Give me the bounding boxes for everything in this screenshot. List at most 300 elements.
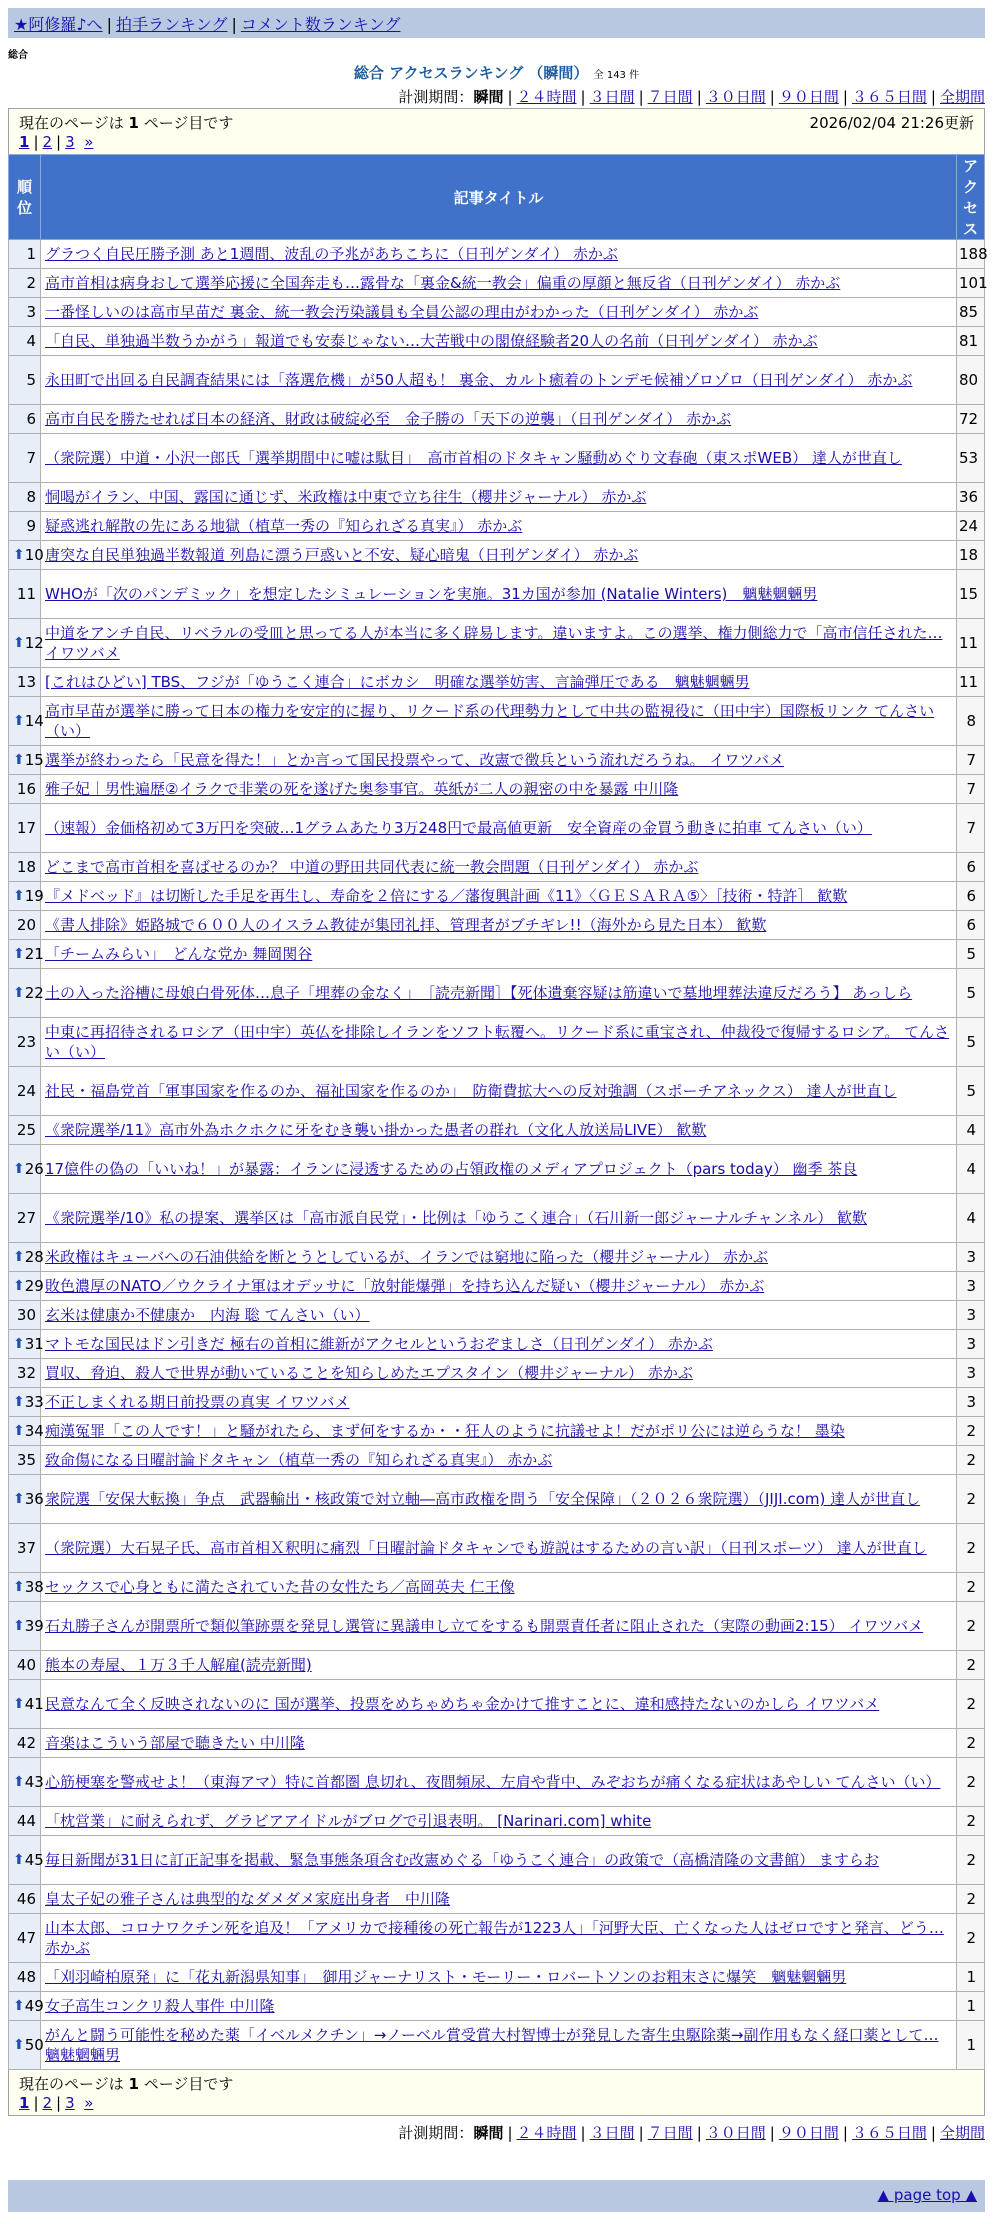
rank-number: 27 <box>16 1209 36 1227</box>
rank-number: 11 <box>16 585 36 603</box>
title-cell <box>41 1301 957 1330</box>
rank-number: 35 <box>16 1451 36 1469</box>
rank-cell <box>9 2021 44 2070</box>
article-link[interactable]: 「枕営業」に耐えられず、グラビアアイドルがブログで引退表明。 [Narinari.com] white <box>45 1812 652 1830</box>
period-link[interactable]: ７日間 <box>647 2124 693 2142</box>
title-cell <box>41 1524 957 1573</box>
access-count: 2 <box>957 1729 985 1758</box>
title-cell <box>41 619 957 668</box>
table-row <box>9 1417 985 1446</box>
access-count: 6 <box>957 853 985 882</box>
rank-number: 49 <box>24 1997 44 2015</box>
rank-cell <box>9 1388 44 1417</box>
period-selector-bottom <box>398 2122 985 2143</box>
access-count: 11 <box>957 668 985 697</box>
table-row <box>9 697 985 746</box>
title-cell <box>41 2021 957 2070</box>
table-row <box>9 882 985 911</box>
table-row <box>9 1573 985 1602</box>
table-row <box>9 269 985 298</box>
article-link[interactable]: マトモな国民はドン引きだ 極右の首相に維新がアクセルというおぞましさ（日刊ゲンダイ） 赤かぶ <box>45 1335 713 1353</box>
period-separator: | <box>638 88 644 106</box>
rank-cell <box>9 697 44 746</box>
ranking-title: 総合 アクセスランキング （瞬間） <box>353 64 589 82</box>
period-link[interactable]: ２４時間 <box>516 88 577 106</box>
rank-number: 39 <box>24 1617 44 1635</box>
top-nav-bar <box>8 8 985 38</box>
article-link[interactable]: どこまで高市首相を喜ばせるのか？ 中道の野田共同代表に統一教会問題（日刊ゲンダイ） 赤かぶ <box>45 858 699 876</box>
rank-up-arrow-icon: ⬆ <box>13 1161 25 1177</box>
rank-up-arrow-icon: ⬆ <box>13 547 25 563</box>
rank-number: 50 <box>24 2036 44 2054</box>
article-link[interactable]: 17億件の偽の「いいね！」が暴露：イランに浸透するための占領政権のメディアプロジェクト（pars today） 幽季 茶良 <box>45 1160 858 1178</box>
rank-cell <box>9 483 41 512</box>
access-count: 2 <box>957 1475 985 1524</box>
rank-cell <box>9 1573 44 1602</box>
article-link[interactable]: 中東に再招待されるロシア（田中宇）英仏を排除しイランをソフト転覆へ。リクード系に重宝され、仲裁役で復帰するロシア。 てんさい（い） <box>45 1023 950 1061</box>
table-row <box>9 804 985 853</box>
article-link[interactable]: 土の入った浴槽に母娘白骨死体…息子「埋葬の金なく」 ［読売新聞］【死体遺棄容疑は筋違いで墓地埋葬法違反だろう】 あっしら <box>45 984 913 1002</box>
title-cell <box>41 1067 957 1116</box>
table-row <box>9 2021 985 2070</box>
period-link[interactable]: ３６５日間 <box>851 2124 927 2142</box>
article-link[interactable]: 皇太子妃の雅子さんは典型的なダメダメ家庭出身者 中川隆 <box>45 1890 451 1908</box>
table-row <box>9 512 985 541</box>
title-cell <box>41 969 957 1018</box>
rank-cell <box>9 1272 44 1301</box>
rank-cell <box>9 969 44 1018</box>
table-row <box>9 298 985 327</box>
title-cell <box>41 1194 957 1243</box>
table-row <box>9 240 985 269</box>
article-link[interactable]: 痴漢冤罪「この人です！」と騒がれたら、まず何をするか・・狂人のように抗議せよ！だがポリ公には逆らうな！ 墨染 <box>45 1422 845 1440</box>
table-row <box>9 1914 985 1963</box>
article-link[interactable]: 恫喝がイラン、中国、露国に通じず、米政権は中東で立ち往生（櫻井ジャーナル） 赤かぶ <box>45 488 647 506</box>
period-separator: | <box>507 88 513 106</box>
rank-cell <box>9 1145 44 1194</box>
rank-up-arrow-icon: ⬆ <box>13 713 25 729</box>
title-cell <box>41 1602 957 1651</box>
article-link[interactable]: 不正しまくれる期日前投票の真実 イワツバメ <box>45 1393 350 1411</box>
table-row <box>9 405 985 434</box>
rank-number: 24 <box>16 1082 36 1100</box>
period-separator: | <box>769 2124 775 2142</box>
period-current: 瞬間 <box>473 88 504 106</box>
access-count: 36 <box>957 483 985 512</box>
article-link[interactable]: 社民・福島党首「軍事国家を作るのか、福祉国家を作るのか」 防衛費拡大への反対強調（スポーチアネックス） 達人が世直し <box>45 1082 897 1100</box>
table-row <box>9 1067 985 1116</box>
page-info-row <box>9 109 985 155</box>
rank-up-arrow-icon: ⬆ <box>13 1336 25 1352</box>
title-cell <box>41 1758 957 1807</box>
title-cell <box>41 1963 957 1992</box>
title-cell <box>41 1836 957 1885</box>
rank-cell <box>9 298 41 327</box>
access-count: 4 <box>957 1116 985 1145</box>
access-count: 6 <box>957 911 985 940</box>
title-cell <box>41 1145 957 1194</box>
rank-number: 44 <box>16 1812 36 1830</box>
table-row <box>9 619 985 668</box>
period-link[interactable]: ９０日間 <box>778 88 839 106</box>
rank-cell <box>9 1417 44 1446</box>
title-cell <box>41 1018 957 1067</box>
rank-number: 22 <box>24 984 44 1002</box>
access-count: 5 <box>957 1018 985 1067</box>
period-link[interactable]: ３６５日間 <box>851 88 927 106</box>
rank-number: 46 <box>16 1890 36 1908</box>
article-link[interactable]: 高市自民を勝たせれば日本の経済、財政は破綻必至 金子勝の「天下の逆襲」（日刊ゲンダイ） 赤かぶ <box>45 410 732 428</box>
access-count: 2 <box>957 1602 985 1651</box>
title-cell <box>41 1680 957 1729</box>
access-count: 7 <box>957 804 985 853</box>
rank-cell <box>9 1330 44 1359</box>
period-link[interactable]: ３０日間 <box>705 88 766 106</box>
header-access: アクセス <box>957 155 985 240</box>
article-link[interactable]: WHOが「次のパンデミック」を想定したシミュレーションを実施。31カ国が参加 (Natalie Winters) 魑魅魍魎男 <box>45 585 818 603</box>
period-link[interactable]: 全期間 <box>939 2124 985 2142</box>
table-row <box>9 1524 985 1573</box>
rank-cell <box>9 269 41 298</box>
period-link[interactable]: ３０日間 <box>705 2124 766 2142</box>
next-page-link[interactable]: » <box>84 2094 94 2112</box>
rank-up-arrow-icon: ⬆ <box>13 1774 25 1790</box>
access-count: 2 <box>957 1836 985 1885</box>
page-link-3[interactable]: 3 <box>65 133 75 151</box>
rank-cell <box>9 240 41 269</box>
rank-cell <box>9 1651 41 1680</box>
article-link[interactable]: 米政権はキューバへの石油供給を断とうとしているが、イランでは窮地に陥った（櫻井ジャーナル） 赤かぶ <box>45 1248 768 1266</box>
article-link[interactable]: 高市首相は病身おして選挙応援に全国奔走も…露骨な「裏金&統一教会」偏重の厚顔と無反省（日刊ゲンダイ） 赤かぶ <box>45 274 841 292</box>
table-row <box>9 1885 985 1914</box>
article-link[interactable]: 《衆院選挙/10》私の提案、選挙区は「高市派自民党」・比例は「ゆうこく連合」（石川新一郎ジャーナルチャンネル） 歓歎 <box>45 1209 867 1227</box>
period-separator: | <box>507 2124 513 2142</box>
table-row <box>9 1992 985 2021</box>
rank-number: 36 <box>24 1490 44 1508</box>
rank-number: 10 <box>24 546 44 564</box>
page-info <box>19 112 974 133</box>
nav-link-comment-ranking[interactable]: コメント数ランキング <box>240 15 401 34</box>
period-link[interactable]: ３日間 <box>589 2124 635 2142</box>
access-count: 1 <box>957 1963 985 1992</box>
rank-up-arrow-icon: ⬆ <box>13 1394 25 1410</box>
nav-separator: | <box>231 15 237 34</box>
title-cell <box>41 405 957 434</box>
rank-up-arrow-icon: ⬆ <box>13 946 25 962</box>
rank-cell <box>9 1524 41 1573</box>
title-cell <box>41 853 957 882</box>
period-separator: | <box>580 2124 586 2142</box>
title-cell <box>41 1417 957 1446</box>
rank-number: 19 <box>24 887 44 905</box>
access-count: 2 <box>957 1807 985 1836</box>
rank-cell <box>9 1914 41 1963</box>
article-link[interactable]: 一番怪しいのは高市早苗だ 裏金、統一教会汚染議員も全員公認の理由がわかった（日刊ゲンダイ） 赤かぶ <box>45 303 759 321</box>
table-row <box>9 1651 985 1680</box>
access-count: 3 <box>957 1301 985 1330</box>
period-link[interactable]: ９０日間 <box>778 2124 839 2142</box>
rank-up-arrow-icon: ⬆ <box>13 1278 25 1294</box>
title-cell <box>41 483 957 512</box>
nav-link-asyura[interactable]: ★阿修羅♪へ <box>14 15 103 34</box>
table-row <box>9 1145 985 1194</box>
rank-number: 42 <box>16 1734 36 1752</box>
period-link[interactable]: ３日間 <box>589 88 635 106</box>
article-link[interactable]: 「刈羽崎柏原発」に「花丸新潟県知事」 御用ジャーナリスト・モーリー・ロバートソンのお粗末さに爆笑 魑魅魍魎男 <box>45 1968 847 1986</box>
rank-cell <box>9 434 41 483</box>
rank-cell <box>9 327 41 356</box>
rank-cell <box>9 1475 44 1524</box>
article-link[interactable]: 心筋梗塞を警戒せよ！（東海アマ）特に首都圏 息切れ、夜間頻尿、左肩や背中、みぞおちが痛くなる症状はあやしい てんさい（い） <box>45 1773 941 1791</box>
period-separator: | <box>930 2124 936 2142</box>
rank-up-arrow-icon: ⬆ <box>13 985 25 1001</box>
table-row <box>9 356 985 405</box>
access-count: 15 <box>957 570 985 619</box>
article-link[interactable]: 「チームみらい」 どんな党か 舞岡関谷 <box>45 945 313 963</box>
rank-number: 29 <box>24 1277 44 1295</box>
rank-number: 32 <box>16 1364 36 1382</box>
title-cell <box>41 882 957 911</box>
article-link[interactable]: 選挙が終わったら「民意を得た！」とか言って国民投票やって、改憲で徴兵という流れだろうね。 イワツバメ <box>45 751 785 769</box>
current-page-text: 現在のページは 1 ページ目です <box>19 114 234 132</box>
period-link[interactable]: ２４時間 <box>516 2124 577 2142</box>
page-link-1[interactable]: 1 <box>19 133 30 151</box>
article-link[interactable]: （衆院選）中道・小沢一郎氏「選挙期間中に嘘は駄目」 高市首相のドタキャン騒動めぐり文春砲（東スポWEB） 達人が世直し <box>45 449 902 467</box>
rank-number: 38 <box>24 1578 44 1596</box>
access-count: 85 <box>957 298 985 327</box>
rank-cell <box>9 1836 44 1885</box>
access-count: 2 <box>957 1914 985 1963</box>
rank-cell <box>9 1963 41 1992</box>
article-link[interactable]: 致命傷になる日曜討論ドタキャン（植草一秀の『知られざる真実』） 赤かぶ <box>45 1451 553 1469</box>
rank-number: 30 <box>16 1306 36 1324</box>
page-top-link[interactable]: ▲ page top ▲ <box>877 2186 977 2204</box>
period-current: 瞬間 <box>473 2124 504 2142</box>
page-link-2[interactable]: 2 <box>42 2094 53 2112</box>
article-link[interactable]: 疑惑逃れ解散の先にある地獄（植草一秀の『知られざる真実』） 赤かぶ <box>45 517 523 535</box>
rank-number: 8 <box>26 488 36 506</box>
rank-cell <box>9 1018 41 1067</box>
title-cell <box>41 298 957 327</box>
rank-cell <box>9 804 41 853</box>
title-cell <box>41 1359 957 1388</box>
table-row <box>9 1243 985 1272</box>
article-link[interactable]: 中道をアンチ自民、リベラルの受皿と思ってる人が本当に多く辟易します。違いますよ。この選挙、権力側総力で「高市信任された… イワツバメ <box>45 624 943 662</box>
nav-link-clap-ranking[interactable]: 拍手ランキング <box>115 15 228 34</box>
access-count: 81 <box>957 327 985 356</box>
article-link[interactable]: 女子高生コンクリ殺人事件 中川隆 <box>45 1997 275 2015</box>
rank-number: 48 <box>16 1968 36 1986</box>
rank-cell <box>9 1680 44 1729</box>
article-link[interactable]: 「自民、単独過半数うかがう」報道でも安泰じゃない…大苦戦中の閣僚経験者20人の名前（日刊ゲンダイ） 赤かぶ <box>45 332 818 350</box>
article-link[interactable]: 民意なんて全く反映されないのに 国が選挙、投票をめちゃめちゃ金かけて推すことに、違和感持たないのかしら イワツバメ <box>45 1695 880 1713</box>
rank-cell <box>9 405 41 434</box>
rank-up-arrow-icon: ⬆ <box>13 1249 25 1265</box>
rank-up-arrow-icon: ⬆ <box>13 1423 25 1439</box>
article-link[interactable]: 山本太郎、コロナワクチン死を追及！「アメリカで接種後の死亡報告が1223人」「河野大臣、亡くなった人はゼロですと発言、どう… 赤かぶ <box>45 1919 944 1957</box>
table-row <box>9 1359 985 1388</box>
access-count: 188 <box>957 240 985 269</box>
current-page-text: 現在のページは 1 ページ目です <box>19 2075 234 2093</box>
pager-bottom: 1 | 2 | 3 » <box>19 2094 94 2112</box>
rank-number: 14 <box>24 712 44 730</box>
table-header-row <box>9 155 985 240</box>
rank-number: 40 <box>16 1656 36 1674</box>
table-row <box>9 434 985 483</box>
access-count: 53 <box>957 434 985 483</box>
rank-cell <box>9 619 44 668</box>
title-cell <box>41 746 957 775</box>
title-cell <box>41 804 957 853</box>
rank-number: 5 <box>26 371 36 389</box>
rank-up-arrow-icon: ⬆ <box>13 888 25 904</box>
rank-up-arrow-icon: ⬆ <box>13 1998 25 2014</box>
title-cell <box>41 668 957 697</box>
title-cell <box>41 512 957 541</box>
rank-number: 15 <box>24 751 44 769</box>
rank-cell <box>9 1194 41 1243</box>
title-cell <box>41 697 957 746</box>
table-row <box>9 1963 985 1992</box>
article-link[interactable]: （速報）金価格初めて3万円を突破…1グラムあたり3万248円で最高値更新 安全資産の金買う動きに拍車 てんさい（い） <box>45 819 872 837</box>
period-separator: | <box>842 2124 848 2142</box>
rank-number: 45 <box>24 1851 44 1869</box>
rank-number: 47 <box>16 1929 36 1947</box>
article-link[interactable]: 熊本の寿屋、１万３千人解雇(読売新聞) <box>45 1656 312 1674</box>
title-cell <box>41 570 957 619</box>
next-page-link[interactable]: » <box>84 133 94 151</box>
title-cell <box>41 1272 957 1301</box>
table-row <box>9 1194 985 1243</box>
article-link[interactable]: グラつく自民圧勝予測 あと1週間、波乱の予兆があちこちに（日刊ゲンダイ） 赤かぶ <box>45 245 618 263</box>
access-count: 5 <box>957 969 985 1018</box>
article-link[interactable]: がんと闘う可能性を秘めた薬「イベルメクチン」→ノーベル賞受賞大村智博士が発見した寄生虫駆除薬→副作用もなく経口薬として… 魑魅魍魎男 <box>45 2026 939 2064</box>
title-cell <box>41 775 957 804</box>
access-count: 2 <box>957 1680 985 1729</box>
rank-number: 21 <box>24 945 44 963</box>
rank-cell <box>9 1729 41 1758</box>
pager-top: 1 | 2 | 3 » <box>19 133 94 151</box>
period-separator: | <box>580 88 586 106</box>
rank-cell <box>9 911 41 940</box>
article-link[interactable]: 毎日新聞が31日に訂正記事を掲載、緊急事態条項含む改憲めぐる「ゆうこく連合」の政策で（高橋清隆の文書館） ますらお <box>45 1851 879 1869</box>
rank-number: 7 <box>26 449 36 467</box>
access-count: 72 <box>957 405 985 434</box>
rank-number: 9 <box>26 517 36 535</box>
table-row <box>9 1807 985 1836</box>
rank-number: 31 <box>24 1335 44 1353</box>
access-count: 2 <box>957 1573 985 1602</box>
title-cell <box>41 1243 957 1272</box>
rank-cell <box>9 1301 41 1330</box>
rank-cell <box>9 1067 41 1116</box>
article-link[interactable]: 雅子妃｜男性遍歴②イラクで非業の死を遂げた奥参事官。英紙が二人の親密の中を暴露 中川隆 <box>45 780 679 798</box>
table-row <box>9 483 985 512</box>
access-count: 6 <box>957 882 985 911</box>
title-cell <box>41 356 957 405</box>
table-row <box>9 1388 985 1417</box>
article-link[interactable]: 石丸勝子さんが開票所で類似筆跡票を発見し選管に異議申し立てをするも開票責任者に阻止された（実際の動画2:15） イワツバメ <box>45 1617 924 1635</box>
period-link[interactable]: 全期間 <box>939 88 985 106</box>
access-count: 7 <box>957 746 985 775</box>
rank-up-arrow-icon: ⬆ <box>13 2037 25 2053</box>
rank-cell <box>9 512 41 541</box>
article-link[interactable]: （衆院選）大石晃子氏、高市首相Ｘ釈明に痛烈「日曜討論ドタキャンでも遊説はするための言い訳」（日刊スポーツ） 達人が世直し <box>45 1539 927 1557</box>
article-link[interactable]: 玄米は健康か不健康か 内海 聡 てんさい（い） <box>45 1306 370 1324</box>
article-link[interactable]: 敗色濃厚のNATO／ウクライナ軍はオデッサに「放射能爆弾」を持ち込んだ疑い（櫻井ジャーナル） 赤かぶ <box>45 1277 765 1295</box>
article-link[interactable]: 高市早苗が選挙に勝って日本の権力を安定的に握り、リクード系の代理勢力として中共の監視役に（田中宇）国際板リンク てんさい（い） <box>45 702 935 740</box>
title-cell <box>41 327 957 356</box>
rank-cell <box>9 1807 41 1836</box>
article-link[interactable]: 《書人排除》姫路城で６００人のイスラム教徒が集団礼拝、管理者がブチギレ!!（海外から見た日本） 歓歎 <box>45 916 767 934</box>
access-count: 2 <box>957 1417 985 1446</box>
rank-cell <box>9 746 44 775</box>
table-row <box>9 1116 985 1145</box>
article-link[interactable]: セックスで心身ともに満たされていた昔の女性たち／高岡英夫 仁王像 <box>45 1578 515 1596</box>
article-link[interactable]: 唐突な自民単独過半数報道 列島に漂う戸惑いと不安、疑心暗鬼（日刊ゲンダイ） 赤かぶ <box>45 546 639 564</box>
title-cell <box>41 911 957 940</box>
article-link[interactable]: 衆院選「安保大転換」争点 武器輸出・核政策で対立軸―高市政権を問う「安全保障」（２０２６衆院選）（JIJI.com) 達人が世直し <box>45 1490 921 1508</box>
rank-number: 25 <box>16 1121 36 1139</box>
access-count: 5 <box>957 940 985 969</box>
article-link[interactable]: 永田町で出回る自民調査結果には「落選危機」が50人超も！ 裏金、カルト癒着のトンデモ候補ゾロゾロ（日刊ゲンダイ） 赤かぶ <box>45 371 913 389</box>
rank-number: 18 <box>16 858 36 876</box>
rank-cell <box>9 570 41 619</box>
article-link[interactable]: 『メドベッド』は切断した手足を再生し、寿命を２倍にする／藩復興計画《11》〈ＧＥＳＡＲＡ⑤〉［技術・特許］ 歓歎 <box>45 887 848 905</box>
table-row <box>9 1446 985 1475</box>
rank-number: 1 <box>26 245 36 263</box>
title-cell <box>41 1651 957 1680</box>
divider <box>8 2168 985 2170</box>
table-row <box>9 1680 985 1729</box>
period-separator: | <box>638 2124 644 2142</box>
page-link-1[interactable]: 1 <box>19 2094 30 2112</box>
table-row <box>9 327 985 356</box>
rank-number: 26 <box>24 1160 44 1178</box>
ranking-table <box>8 108 988 2116</box>
title-cell <box>41 1573 957 1602</box>
header-title: 記事タイトル <box>41 155 957 240</box>
rank-cell <box>9 853 41 882</box>
article-link[interactable]: [これはひどい] TBS、フジが「ゆうこく連合」にボカシ 明確な選挙妨害、言論弾圧である 魑魅魍魎男 <box>45 673 750 691</box>
access-count: 7 <box>957 775 985 804</box>
table-row <box>9 1330 985 1359</box>
rank-cell <box>9 1885 41 1914</box>
access-count: 2 <box>957 1758 985 1807</box>
article-link[interactable]: 音楽はこういう部屋で聴きたい 中川隆 <box>45 1734 305 1752</box>
rank-number: 17 <box>16 819 36 837</box>
article-link[interactable]: 買収、脅迫、殺人で世界が動いていることを知らしめたエプスタイン（櫻井ジャーナル） 赤かぶ <box>45 1364 693 1382</box>
rank-number: 6 <box>26 410 36 428</box>
access-count: 1 <box>957 2021 985 2070</box>
period-link[interactable]: ７日間 <box>647 88 693 106</box>
access-count: 3 <box>957 1388 985 1417</box>
table-row <box>9 940 985 969</box>
total-count: 全 143 件 <box>593 70 640 81</box>
rank-number: 20 <box>16 916 36 934</box>
table-row <box>9 853 985 882</box>
table-row <box>9 1301 985 1330</box>
table-row <box>9 1836 985 1885</box>
title-cell <box>41 940 957 969</box>
page-link-3[interactable]: 3 <box>65 2094 75 2112</box>
updated-timestamp: 2026/02/04 21:26更新 <box>809 114 974 132</box>
period-label: 計測期間： <box>398 88 474 106</box>
access-count: 8 <box>957 697 985 746</box>
page-link-2[interactable]: 2 <box>42 133 53 151</box>
table-row <box>9 570 985 619</box>
article-link[interactable]: 《衆院選挙/11》高市外為ホクホクに牙をむき襲い掛かった愚者の群れ（文化人放送局LIVE） 歓歎 <box>45 1121 707 1139</box>
